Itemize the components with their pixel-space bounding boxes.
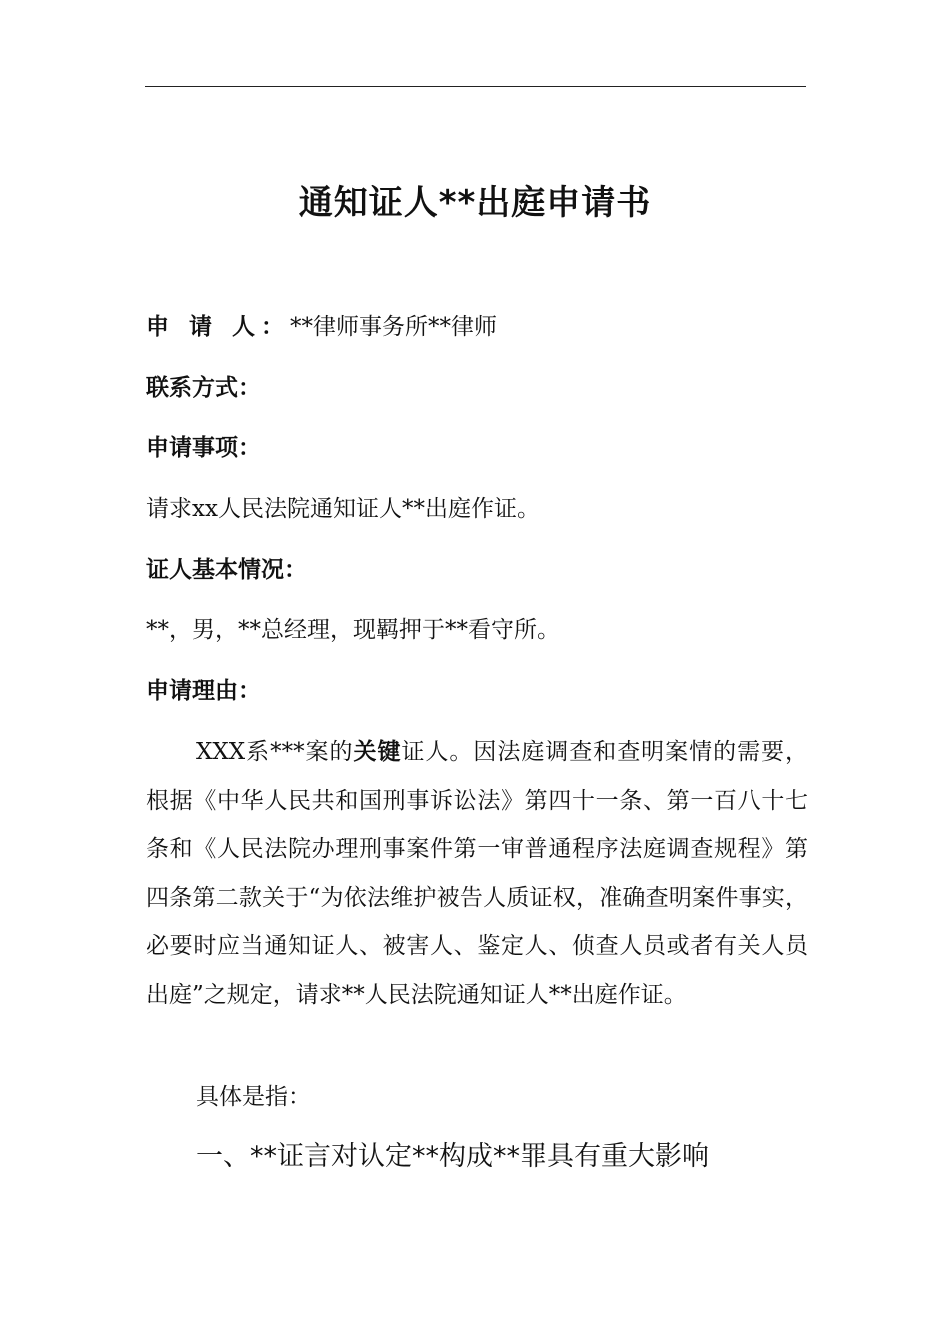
applicant-label: 申 请 人： bbox=[146, 314, 291, 340]
reason-keyword: 关键 bbox=[353, 739, 402, 765]
request-label: 申请事项： bbox=[146, 435, 261, 461]
request-label-line bbox=[146, 433, 261, 463]
reason-part1: XXX系***案的 bbox=[196, 739, 354, 765]
reason-part2: 证人。因法庭调查和查明案情的需要，根据《中华人民共和国刑事诉讼法》第四十一条、第一百八十七条和《人民法院办理刑事案件第一审普通程序法庭调查规程》第四条第二款关于“为依法维护被告人质证权，准确查明案件事实，必要时应当通知证人、被害人、鉴定人、侦查人员或者有关人员出庭”之规定，请求**人民法院通知证人**出庭作证。 bbox=[146, 739, 809, 1008]
reason-label-line bbox=[146, 676, 261, 706]
applicant-line bbox=[146, 312, 497, 342]
applicant-value: **律师事务所**律师 bbox=[290, 314, 498, 340]
witness-label: 证人基本情况： bbox=[146, 557, 307, 583]
reason-label: 申请理由： bbox=[146, 678, 261, 704]
document-title: 通知证人**出庭申请书 bbox=[298, 183, 652, 223]
reason-paragraph bbox=[146, 728, 808, 1019]
request-text: 请求xx人民法院通知证人**出庭作证。 bbox=[146, 496, 540, 522]
contact-label: 联系方式： bbox=[146, 375, 261, 401]
witness-text: **，男，**总经理，现羁押于**看守所。 bbox=[146, 617, 560, 643]
witness-label-line bbox=[146, 555, 307, 585]
specific-text: 具体是指： bbox=[196, 1084, 311, 1110]
header-rule bbox=[145, 86, 806, 87]
contact-line bbox=[146, 373, 261, 403]
section-heading: 一、**证言对认定**构成**罪具有重大影响 bbox=[196, 1141, 709, 1172]
